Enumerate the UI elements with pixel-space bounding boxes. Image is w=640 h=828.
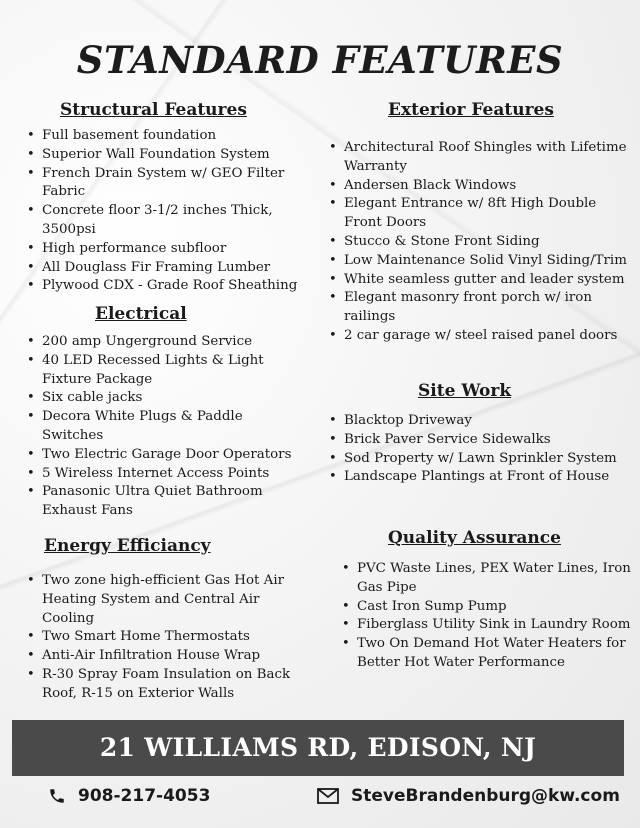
list-item: • 2 car garage w/ steel raised panel doors (344, 327, 634, 346)
list-item: • Anti-Air Infiltration House Wrap (42, 647, 307, 666)
quality-heading: Quality Assurance (388, 528, 561, 548)
list-item: • Plywood CDX - Grade Roof Sheathing (42, 277, 328, 296)
list-item: • French Drain System w/ GEO Filter Fabric (42, 165, 328, 203)
list-item: • Landscape Plantings at Front of House (344, 468, 629, 487)
list-item: • Brick Paver Service Sidewalks (344, 431, 629, 450)
list-item: • Two On Demand Hot Water Heaters for Better Hot Water Performance (357, 635, 632, 673)
list-item: • Blacktop Driveway (344, 412, 629, 431)
list-item: • Low Maintenance Solid Vinyl Siding/Trim (344, 252, 634, 271)
list-item: • Two Electric Garage Door Operators (42, 446, 307, 465)
list-item: • 40 LED Recessed Lights & Light Fixture Package (42, 352, 307, 390)
email-contact[interactable] (317, 784, 620, 808)
phone-number: 908-217-4053 (78, 786, 211, 806)
list-item: • Six cable jacks (42, 389, 307, 408)
list-item: • White seamless gutter and leader system (344, 271, 634, 290)
energy-list (24, 572, 307, 704)
list-item: • Sod Property w/ Lawn Sprinkler System (344, 450, 629, 469)
exterior-heading: Exterior Features (388, 100, 554, 120)
phone-contact[interactable] (48, 784, 210, 808)
quality-list (339, 560, 632, 673)
list-item: • PVC Waste Lines, PEX Water Lines, Iron Gas Pipe (357, 560, 632, 598)
site-work-heading: Site Work (418, 381, 512, 401)
site-work-list (326, 412, 629, 487)
list-item: • Stucco & Stone Front Siding (344, 233, 634, 252)
address-banner: 21 WILLIAMS RD, EDISON, NJ (12, 720, 624, 776)
list-item: • 5 Wireless Internet Access Points (42, 465, 307, 484)
exterior-list (326, 139, 634, 346)
list-item: • Panasonic Ultra Quiet Bathroom Exhaust Fans (42, 483, 307, 521)
list-item: • Full basement foundation (42, 127, 328, 146)
list-item: • Superior Wall Foundation System (42, 146, 328, 165)
list-item: • Two zone high-efficient Gas Hot Air Heating System and Central Air Cooling (42, 572, 307, 628)
envelope-icon (317, 788, 339, 804)
structural-list (24, 127, 328, 296)
list-item: • Architectural Roof Shingles with Lifetime Warranty (344, 139, 634, 177)
electrical-list (24, 333, 307, 521)
list-item: • High performance subfloor (42, 240, 328, 259)
list-item: • All Douglass Fir Framing Lumber (42, 259, 328, 278)
list-item: • Cast Iron Sump Pump (357, 598, 632, 617)
list-item: • Concrete floor 3-1/2 inches Thick, 3500psi (42, 202, 328, 240)
list-item: • 200 amp Ungerground Service (42, 333, 307, 352)
list-item: • Decora White Plugs & Paddle Switches (42, 408, 307, 446)
structural-heading: Structural Features (60, 100, 247, 120)
page-title: STANDARD FEATURES (76, 38, 564, 82)
email-address: SteveBrandenburg@kw.com (351, 786, 620, 806)
list-item: • Fiberglass Utility Sink in Laundry Room (357, 616, 632, 635)
list-item: • Two Smart Home Thermostats (42, 628, 307, 647)
list-item: • Elegant Entrance w/ 8ft High Double Front Doors (344, 195, 634, 233)
list-item: • R-30 Spray Foam Insulation on Back Roof, R-15 on Exterior Walls (42, 666, 307, 704)
energy-heading: Energy Efficiancy (44, 536, 211, 556)
phone-icon (48, 787, 66, 805)
list-item: • Elegant masonry front porch w/ iron railings (344, 289, 634, 327)
electrical-heading: Electrical (95, 304, 187, 324)
list-item: • Andersen Black Windows (344, 177, 634, 196)
